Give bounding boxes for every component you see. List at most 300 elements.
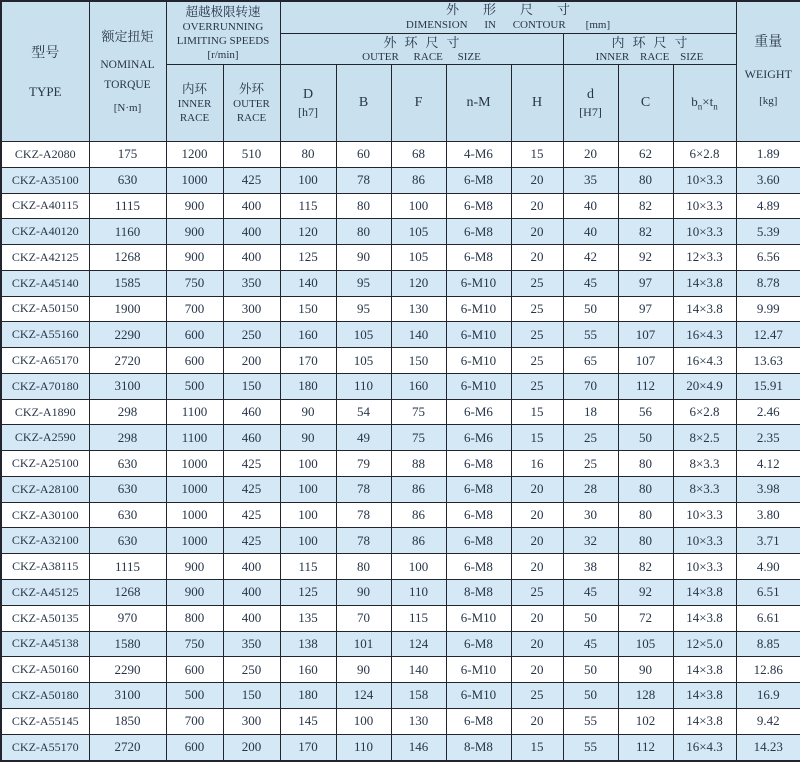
value-cell: 16×4.3: [673, 322, 736, 348]
table-row: [1, 683, 800, 709]
value-cell: 6-M8: [446, 167, 511, 193]
value-cell: 1000: [166, 502, 223, 528]
value-cell: 20: [511, 605, 563, 631]
value-cell: 82: [618, 219, 673, 245]
value-cell: 80: [618, 502, 673, 528]
table-row: [1, 708, 800, 734]
value-cell: 15: [511, 142, 563, 168]
model-cell: CKZ-A40120: [1, 219, 89, 245]
table-row: [1, 451, 800, 477]
value-cell: 12×3.3: [673, 245, 736, 271]
value-cell: 30: [563, 502, 618, 528]
value-cell: 110: [391, 580, 446, 606]
table-row: [1, 373, 800, 399]
table-row: [1, 580, 800, 606]
table-row: [1, 270, 800, 296]
value-cell: 900: [166, 554, 223, 580]
weight-label-zh: 重量: [754, 35, 783, 50]
model-cell: CKZ-A35100: [1, 167, 89, 193]
table-row: [1, 296, 800, 322]
value-cell: 2290: [89, 322, 166, 348]
bt-sub2: n: [713, 101, 718, 112]
value-cell: 6-M8: [446, 708, 511, 734]
value-cell: 4.12: [736, 451, 800, 477]
value-cell: 107: [618, 348, 673, 374]
group-header-outer-race-size: [280, 34, 563, 65]
value-cell: 2.46: [736, 399, 800, 425]
col-header-type: [1, 1, 89, 142]
value-cell: 124: [391, 631, 446, 657]
value-cell: 45: [563, 580, 618, 606]
model-cell: CKZ-A38115: [1, 554, 89, 580]
value-cell: 1268: [89, 245, 166, 271]
value-cell: 400: [223, 580, 280, 606]
value-cell: 65: [563, 348, 618, 374]
value-cell: 42: [563, 245, 618, 271]
value-cell: 55: [563, 708, 618, 734]
value-cell: 8×3.3: [673, 451, 736, 477]
value-cell: 20: [511, 476, 563, 502]
value-cell: 100: [280, 502, 336, 528]
table-row: [1, 219, 800, 245]
value-cell: 40: [563, 219, 618, 245]
value-cell: 80: [336, 219, 391, 245]
col-header-H: H: [511, 65, 563, 142]
value-cell: 6-M6: [446, 399, 511, 425]
col-header-B: B: [336, 65, 391, 142]
value-cell: 75: [391, 399, 446, 425]
value-cell: 6-M8: [446, 476, 511, 502]
value-cell: 15: [511, 425, 563, 451]
value-cell: 800: [166, 605, 223, 631]
value-cell: 140: [391, 657, 446, 683]
value-cell: 92: [618, 245, 673, 271]
torque-label-en1: NOMINAL: [100, 58, 155, 71]
value-cell: 160: [280, 657, 336, 683]
value-cell: 80: [618, 476, 673, 502]
col-header-nominal-torque: [89, 1, 166, 142]
bt-sub1: n: [697, 101, 703, 112]
model-cell: CKZ-A30100: [1, 502, 89, 528]
value-cell: 150: [223, 373, 280, 399]
table-row: [1, 605, 800, 631]
value-cell: 630: [89, 528, 166, 554]
value-cell: 12.47: [736, 322, 800, 348]
value-cell: 130: [391, 296, 446, 322]
dimension-unit: [mm]: [585, 19, 611, 31]
value-cell: 95: [336, 270, 391, 296]
col-header-D: [280, 65, 336, 142]
bt-t: t: [709, 94, 714, 110]
value-cell: 425: [223, 451, 280, 477]
value-cell: 14×3.8: [673, 270, 736, 296]
value-cell: 60: [336, 142, 391, 168]
model-cell: CKZ-A55145: [1, 708, 89, 734]
value-cell: 128: [618, 683, 673, 709]
weight-unit: [kg]: [759, 95, 778, 107]
value-cell: 400: [223, 245, 280, 271]
value-cell: 630: [89, 167, 166, 193]
value-cell: 138: [280, 631, 336, 657]
value-cell: 146: [391, 734, 446, 761]
value-cell: 1900: [89, 296, 166, 322]
value-cell: 78: [336, 502, 391, 528]
value-cell: 298: [89, 399, 166, 425]
value-cell: 50: [618, 425, 673, 451]
value-cell: 3.80: [736, 502, 800, 528]
value-cell: 92: [618, 580, 673, 606]
D-fit: [h7]: [298, 105, 318, 119]
value-cell: 6-M8: [446, 631, 511, 657]
speeds-label-en2: LIMITING SPEEDS: [176, 35, 270, 47]
value-cell: 100: [280, 451, 336, 477]
value-cell: 15.91: [736, 373, 800, 399]
value-cell: 6-M10: [446, 322, 511, 348]
value-cell: 80: [618, 451, 673, 477]
value-cell: 14×3.8: [673, 580, 736, 606]
value-cell: 170: [280, 734, 336, 761]
inner-race-label-zh: 内环: [181, 82, 207, 96]
dimension-en-text: DIMENSION IN CONTOUR: [405, 19, 566, 31]
value-cell: 25: [511, 348, 563, 374]
value-cell: 6-M8: [446, 451, 511, 477]
value-cell: 150: [280, 296, 336, 322]
value-cell: 970: [89, 605, 166, 631]
value-cell: 6.56: [736, 245, 800, 271]
value-cell: 158: [391, 683, 446, 709]
model-cell: CKZ-A65170: [1, 348, 89, 374]
value-cell: 400: [223, 193, 280, 219]
value-cell: 20: [563, 142, 618, 168]
table-row: [1, 657, 800, 683]
value-cell: 105: [618, 631, 673, 657]
value-cell: 10×3.3: [673, 502, 736, 528]
value-cell: 86: [391, 476, 446, 502]
value-cell: 135: [280, 605, 336, 631]
value-cell: 1000: [166, 451, 223, 477]
value-cell: 55: [563, 322, 618, 348]
value-cell: 140: [280, 270, 336, 296]
value-cell: 3100: [89, 683, 166, 709]
value-cell: 700: [166, 296, 223, 322]
value-cell: 6×2.8: [673, 142, 736, 168]
torque-unit: [N·m]: [113, 101, 142, 114]
value-cell: 8×3.3: [673, 476, 736, 502]
model-cell: CKZ-A2080: [1, 142, 89, 168]
value-cell: 1160: [89, 219, 166, 245]
value-cell: 150: [223, 683, 280, 709]
value-cell: 45: [563, 270, 618, 296]
value-cell: 20: [511, 502, 563, 528]
value-cell: 78: [336, 528, 391, 554]
value-cell: 750: [166, 270, 223, 296]
value-cell: 10×3.3: [673, 528, 736, 554]
value-cell: 425: [223, 476, 280, 502]
model-cell: CKZ-A45125: [1, 580, 89, 606]
value-cell: 500: [166, 373, 223, 399]
value-cell: 70: [563, 373, 618, 399]
value-cell: 101: [336, 631, 391, 657]
value-cell: 112: [618, 373, 673, 399]
value-cell: 50: [563, 657, 618, 683]
table-row: [1, 502, 800, 528]
model-cell: CKZ-A55160: [1, 322, 89, 348]
value-cell: 90: [280, 399, 336, 425]
type-label-en: TYPE: [29, 83, 62, 99]
value-cell: 350: [223, 270, 280, 296]
value-cell: 425: [223, 528, 280, 554]
col-header-inner-race-speed: [166, 65, 223, 142]
value-cell: 4.89: [736, 193, 800, 219]
value-cell: 6×2.8: [673, 399, 736, 425]
value-cell: 425: [223, 167, 280, 193]
model-cell: CKZ-A70180: [1, 373, 89, 399]
value-cell: 6-M10: [446, 605, 511, 631]
value-cell: 6-M10: [446, 270, 511, 296]
col-header-bn-tn: [673, 65, 736, 142]
value-cell: 38: [563, 554, 618, 580]
value-cell: 20: [511, 219, 563, 245]
value-cell: 9.42: [736, 708, 800, 734]
value-cell: 350: [223, 631, 280, 657]
value-cell: 54: [336, 399, 391, 425]
value-cell: 4-M6: [446, 142, 511, 168]
model-cell: CKZ-A28100: [1, 476, 89, 502]
value-cell: 102: [618, 708, 673, 734]
value-cell: 100: [336, 708, 391, 734]
spec-table-body: [1, 142, 800, 762]
value-cell: 110: [336, 734, 391, 761]
value-cell: 500: [166, 683, 223, 709]
value-cell: 88: [391, 451, 446, 477]
value-cell: 160: [280, 322, 336, 348]
value-cell: 1850: [89, 708, 166, 734]
value-cell: 115: [280, 193, 336, 219]
model-cell: CKZ-A50135: [1, 605, 89, 631]
value-cell: 20: [511, 167, 563, 193]
value-cell: 14×3.8: [673, 296, 736, 322]
value-cell: 100: [280, 476, 336, 502]
value-cell: 112: [618, 734, 673, 761]
value-cell: 1585: [89, 270, 166, 296]
value-cell: 10×3.3: [673, 167, 736, 193]
value-cell: 32: [563, 528, 618, 554]
value-cell: 20: [511, 554, 563, 580]
value-cell: 2.35: [736, 425, 800, 451]
model-cell: CKZ-A45138: [1, 631, 89, 657]
value-cell: 1200: [166, 142, 223, 168]
speeds-label-en1: OVERRUNNING: [182, 21, 264, 33]
inner-size-label-zh: 内环尺寸: [611, 34, 696, 50]
value-cell: 8.85: [736, 631, 800, 657]
value-cell: 900: [166, 245, 223, 271]
inner-race-label-en2: RACE: [179, 112, 210, 124]
value-cell: 200: [223, 734, 280, 761]
value-cell: 10×3.3: [673, 554, 736, 580]
value-cell: 125: [280, 245, 336, 271]
value-cell: 50: [563, 683, 618, 709]
value-cell: 900: [166, 193, 223, 219]
value-cell: 1100: [166, 425, 223, 451]
value-cell: 55: [563, 734, 618, 761]
value-cell: 79: [336, 451, 391, 477]
value-cell: 40: [563, 193, 618, 219]
value-cell: 14×3.8: [673, 683, 736, 709]
value-cell: 8.78: [736, 270, 800, 296]
value-cell: 62: [618, 142, 673, 168]
value-cell: 80: [618, 528, 673, 554]
value-cell: 2720: [89, 734, 166, 761]
value-cell: 140: [391, 322, 446, 348]
value-cell: 107: [618, 322, 673, 348]
value-cell: 460: [223, 399, 280, 425]
model-cell: CKZ-A42125: [1, 245, 89, 271]
model-cell: CKZ-A55170: [1, 734, 89, 761]
value-cell: 115: [391, 605, 446, 631]
table-row: [1, 528, 800, 554]
value-cell: 6.61: [736, 605, 800, 631]
value-cell: 10×3.3: [673, 219, 736, 245]
value-cell: 20: [511, 708, 563, 734]
value-cell: 10×3.3: [673, 193, 736, 219]
value-cell: 150: [391, 348, 446, 374]
value-cell: 630: [89, 502, 166, 528]
value-cell: 105: [336, 348, 391, 374]
value-cell: 82: [618, 554, 673, 580]
value-cell: 100: [391, 193, 446, 219]
d-fit: [H7]: [579, 105, 602, 119]
value-cell: 25: [511, 296, 563, 322]
table-row: [1, 476, 800, 502]
value-cell: 200: [223, 348, 280, 374]
model-cell: CKZ-A25100: [1, 451, 89, 477]
col-header-outer-race-speed: [223, 65, 280, 142]
value-cell: 20: [511, 528, 563, 554]
table-row: [1, 425, 800, 451]
value-cell: 5.39: [736, 219, 800, 245]
value-cell: 400: [223, 605, 280, 631]
value-cell: 90: [336, 657, 391, 683]
value-cell: 95: [336, 296, 391, 322]
value-cell: 250: [223, 657, 280, 683]
value-cell: 25: [563, 425, 618, 451]
value-cell: 3.60: [736, 167, 800, 193]
value-cell: 6-M10: [446, 348, 511, 374]
value-cell: 125: [280, 580, 336, 606]
value-cell: 1.89: [736, 142, 800, 168]
value-cell: 8×2.5: [673, 425, 736, 451]
value-cell: 14×3.8: [673, 657, 736, 683]
table-row: [1, 348, 800, 374]
value-cell: 70: [336, 605, 391, 631]
table-row: [1, 142, 800, 168]
value-cell: 15: [511, 734, 563, 761]
col-header-F: F: [391, 65, 446, 142]
type-label-zh: 型号: [31, 45, 60, 61]
value-cell: 100: [280, 528, 336, 554]
value-cell: 180: [280, 373, 336, 399]
value-cell: 15: [511, 399, 563, 425]
value-cell: 4.90: [736, 554, 800, 580]
value-cell: 6-M8: [446, 528, 511, 554]
torque-label-zh: 额定扭矩: [101, 28, 154, 44]
value-cell: 49: [336, 425, 391, 451]
value-cell: 300: [223, 708, 280, 734]
value-cell: 700: [166, 708, 223, 734]
spec-table-header: [1, 1, 800, 142]
value-cell: 100: [280, 167, 336, 193]
value-cell: 8-M8: [446, 734, 511, 761]
value-cell: 14×3.8: [673, 708, 736, 734]
value-cell: 600: [166, 322, 223, 348]
value-cell: 3100: [89, 373, 166, 399]
value-cell: 630: [89, 451, 166, 477]
table-row: [1, 245, 800, 271]
inner-race-label-en1: INNER: [177, 98, 212, 110]
value-cell: 80: [336, 193, 391, 219]
bt-b: b: [691, 94, 698, 110]
table-row: [1, 167, 800, 193]
table-row: [1, 734, 800, 761]
value-cell: 50: [563, 605, 618, 631]
outer-size-label-zh: 外环尺寸: [383, 34, 468, 50]
model-cell: CKZ-A40115: [1, 193, 89, 219]
value-cell: 78: [336, 167, 391, 193]
value-cell: 900: [166, 219, 223, 245]
value-cell: 105: [391, 245, 446, 271]
value-cell: 20: [511, 631, 563, 657]
value-cell: 68: [391, 142, 446, 168]
bt-times: ×: [702, 94, 710, 110]
outer-race-label-zh: 外环: [238, 82, 264, 96]
value-cell: 82: [618, 193, 673, 219]
dimension-label-zh: 外形尺寸: [445, 2, 594, 17]
speeds-unit: [r/min]: [207, 49, 239, 61]
value-cell: 80: [336, 554, 391, 580]
value-cell: 120: [391, 270, 446, 296]
value-cell: 460: [223, 425, 280, 451]
value-cell: 80: [618, 167, 673, 193]
value-cell: 1000: [166, 528, 223, 554]
value-cell: 750: [166, 631, 223, 657]
value-cell: 90: [618, 657, 673, 683]
value-cell: 2720: [89, 348, 166, 374]
model-cell: CKZ-A50150: [1, 296, 89, 322]
value-cell: 6-M8: [446, 245, 511, 271]
group-header-dimension-in-contour: [280, 1, 736, 34]
value-cell: 1100: [166, 399, 223, 425]
value-cell: 1000: [166, 476, 223, 502]
value-cell: 16: [511, 451, 563, 477]
value-cell: 6-M10: [446, 657, 511, 683]
value-cell: 120: [280, 219, 336, 245]
value-cell: 2290: [89, 657, 166, 683]
value-cell: 90: [336, 245, 391, 271]
value-cell: 25: [511, 373, 563, 399]
value-cell: 14×3.8: [673, 605, 736, 631]
value-cell: 600: [166, 348, 223, 374]
value-cell: 25: [511, 322, 563, 348]
value-cell: 6-M10: [446, 296, 511, 322]
value-cell: 25: [511, 580, 563, 606]
group-header-inner-race-size: [563, 34, 736, 65]
value-cell: 20: [511, 657, 563, 683]
value-cell: 175: [89, 142, 166, 168]
value-cell: 80: [280, 142, 336, 168]
col-header-nM: n-M: [446, 65, 511, 142]
value-cell: 130: [391, 708, 446, 734]
outer-race-label-en2: RACE: [236, 112, 267, 124]
